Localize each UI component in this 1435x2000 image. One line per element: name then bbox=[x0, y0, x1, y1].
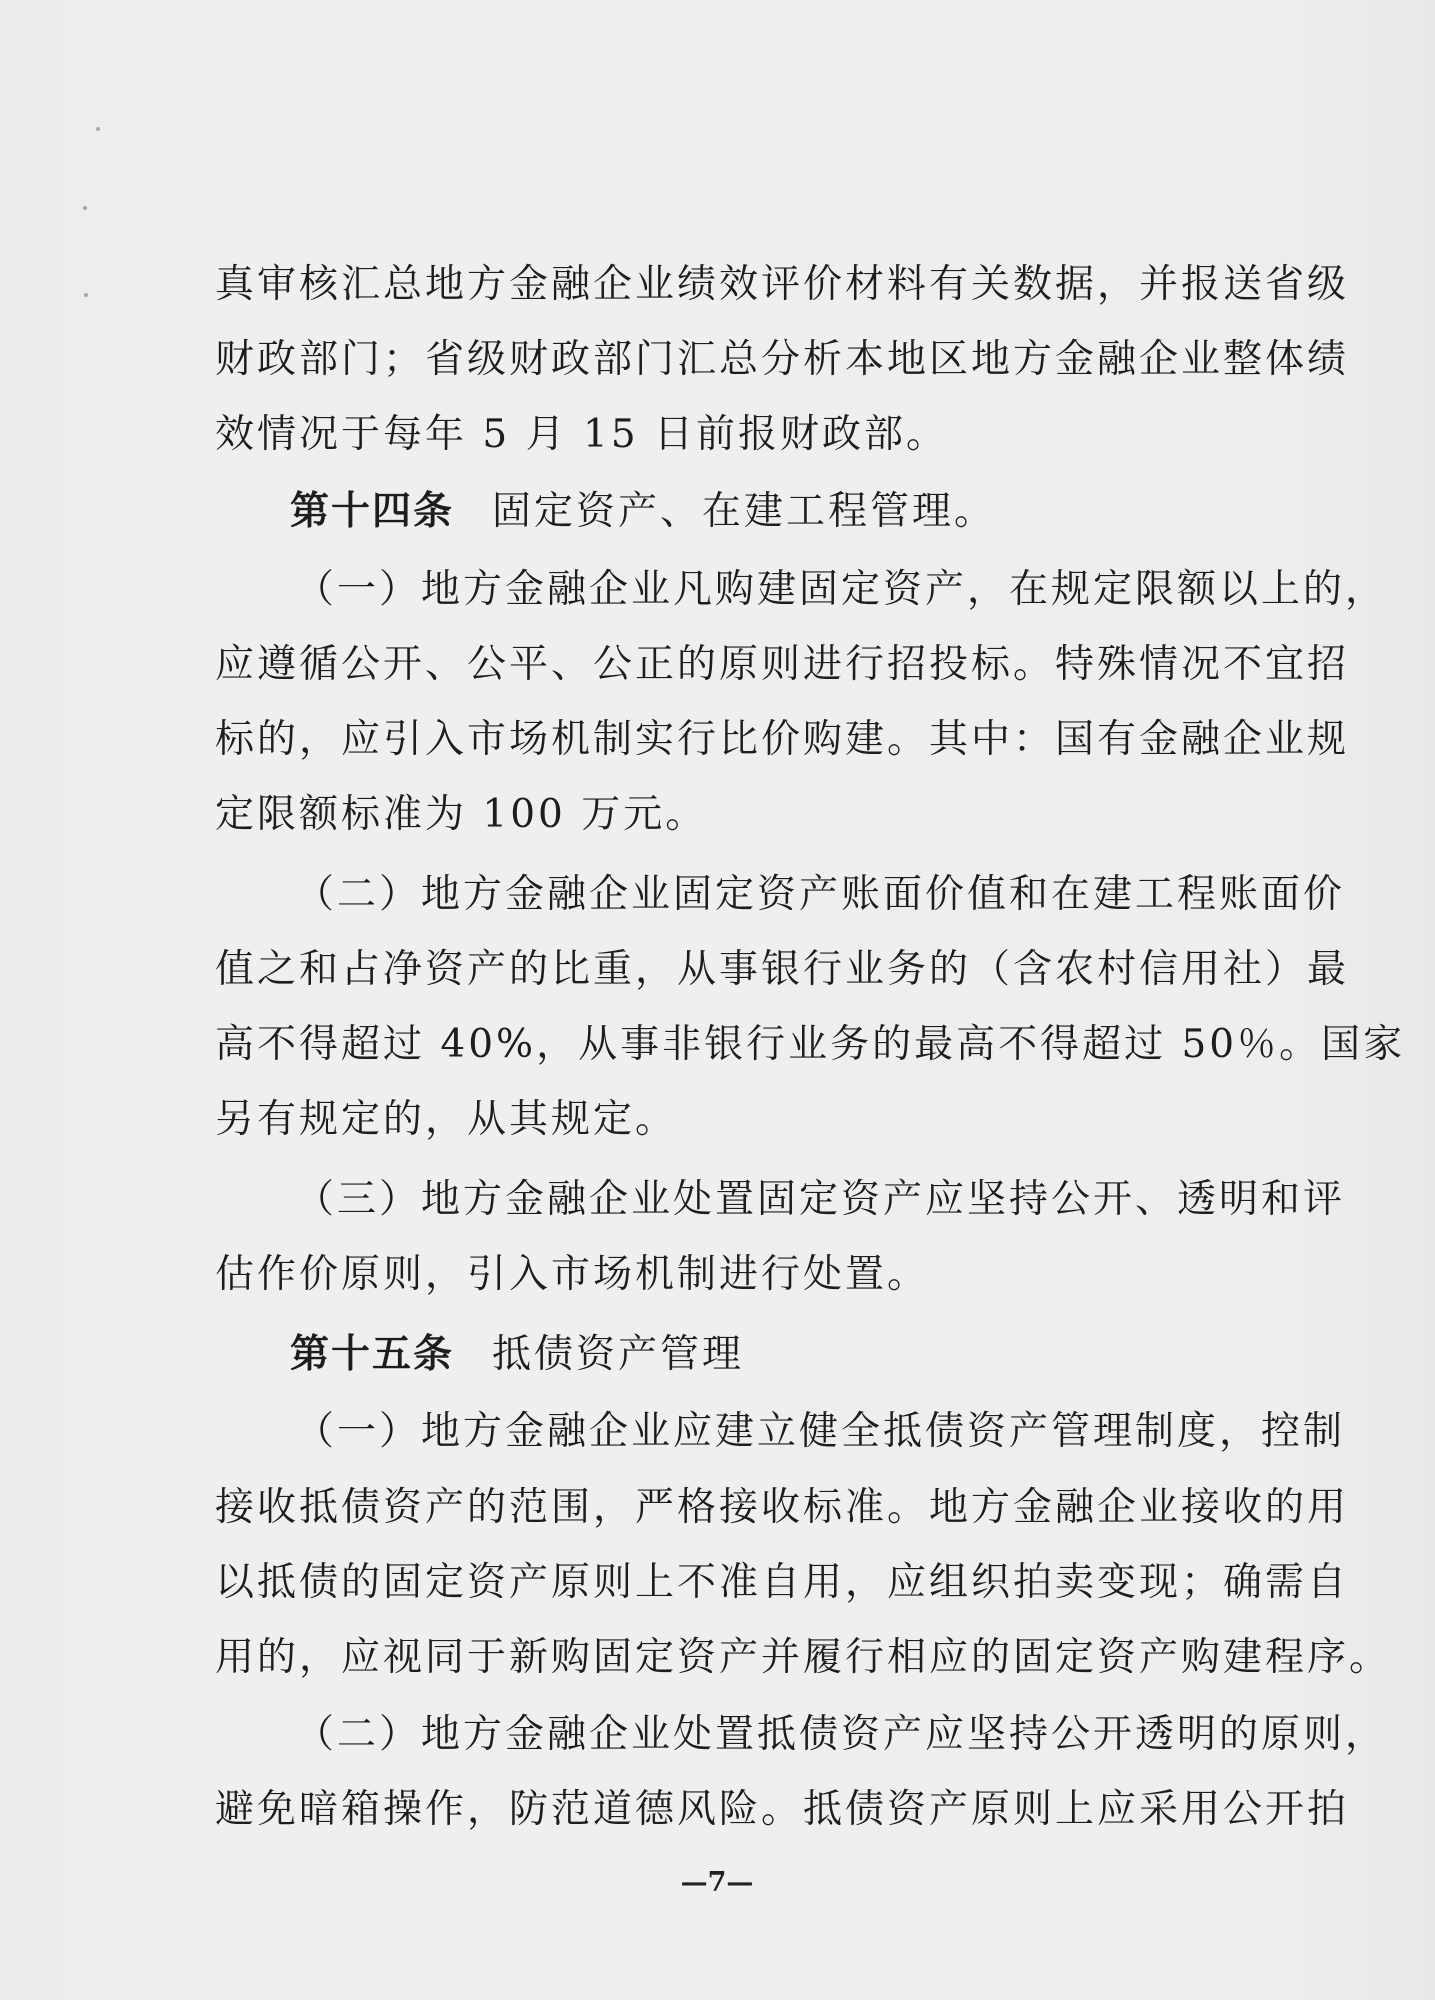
text-line: 应遵循公开、公平、公正的原则进行招投标。特殊情况不宜招 bbox=[215, 642, 1350, 687]
text-line: （一）地方金融企业应建立健全抵债资产管理制度，控制 bbox=[295, 1409, 1346, 1454]
page-number: —7— bbox=[680, 1867, 754, 1898]
text-line: 高不得超过 40%，从事非银行业务的最高不得超过 50％。国家 bbox=[215, 1022, 1406, 1067]
text-line: 避免暗箱操作，防范道德风险。抵债资产原则上应采用公开拍 bbox=[215, 1787, 1350, 1832]
text-line: 估作价原则，引入市场机制进行处置。 bbox=[215, 1252, 930, 1297]
text-line: （二）地方金融企业固定资产账面价值和在建工程账面价 bbox=[295, 872, 1346, 917]
text-line: （一）地方金融企业凡购建固定资产，在规定限额以上的， bbox=[295, 567, 1388, 612]
article-heading bbox=[290, 1325, 1235, 1385]
text-line: 效情况于每年 5 月 15 日前报财政部。 bbox=[215, 412, 949, 457]
text-line: 值之和占净资产的比重，从事银行业务的（含农村信用社）最 bbox=[215, 947, 1350, 992]
text-line: 标的，应引入市场机制实行比价购建。其中：国有金融企业规 bbox=[215, 717, 1350, 762]
article-title: 抵债资产管理 bbox=[492, 1332, 745, 1377]
text-line: 另有规定的，从其规定。 bbox=[215, 1097, 678, 1142]
text-line: 以抵债的固定资产原则上不准自用，应组织拍卖变现；确需自 bbox=[215, 1560, 1350, 1605]
text-line: 用的，应视同于新购固定资产并履行相应的固定资产购建程序。 bbox=[215, 1635, 1392, 1680]
text-line: 财政部门；省级财政部门汇总分析本地区地方金融企业整体绩 bbox=[215, 337, 1350, 382]
text-line: 定限额标准为 100 万元。 bbox=[215, 792, 708, 837]
text-line: （二）地方金融企业处置抵债资产应坚持公开透明的原则， bbox=[295, 1712, 1388, 1757]
article-number: 第十四条 bbox=[290, 489, 455, 534]
text-line: （三）地方金融企业处置固定资产应坚持公开、透明和评 bbox=[295, 1177, 1346, 1222]
text-line: 接收抵债资产的范围，严格接收标准。地方金融企业接收的用 bbox=[215, 1485, 1350, 1530]
article-number: 第十五条 bbox=[290, 1332, 455, 1377]
article-title: 固定资产、在建工程管理。 bbox=[492, 489, 997, 534]
text-line: 真审核汇总地方金融企业绩效评价材料有关数据，并报送省级 bbox=[215, 262, 1350, 307]
article-heading bbox=[290, 482, 1235, 542]
